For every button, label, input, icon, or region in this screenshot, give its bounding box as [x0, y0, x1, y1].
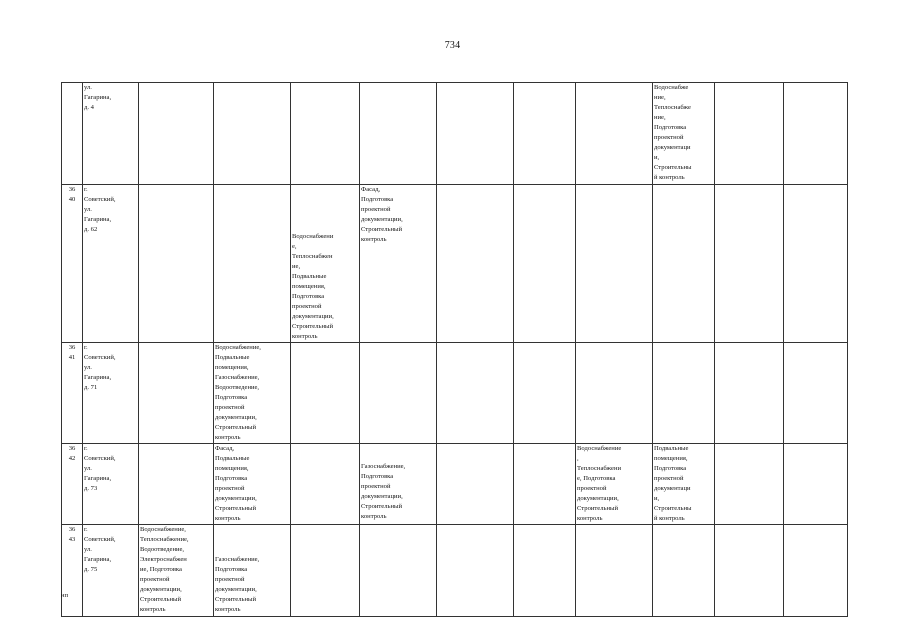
work-cell [139, 185, 214, 343]
work-cell [784, 83, 848, 185]
work-text: Водоснабже ние, Теплоснабже ние, Подготовка проектной документаци и, Строительны й контроль [654, 84, 692, 181]
work-cell [139, 83, 214, 185]
work-text: Газоснабжение, Подготовка проектной документации, Строительный контроль [215, 556, 260, 613]
row-number: 36 40 [68, 186, 76, 203]
address-text: г. Советский, ул. Гагарина, д. 75 [84, 526, 116, 573]
table-row [62, 444, 848, 525]
work-cell [214, 185, 291, 343]
work-cell [514, 525, 576, 617]
work-cell [437, 185, 514, 343]
work-cell [214, 444, 291, 525]
work-cell [139, 444, 214, 525]
work-cell [139, 525, 214, 617]
work-text: Фасад, Подготовка проектной документации, Строительный контроль [361, 186, 403, 243]
address-text: г. Советский, ул. Гагарина, д. 71 [84, 344, 116, 391]
work-cell [514, 444, 576, 525]
work-cell [291, 343, 360, 444]
table-row [62, 185, 848, 343]
table-row [62, 343, 848, 444]
work-text: Водоснабжение, Теплоснабжение, Водоотведение, Электроснабжен ие, Подготовка проектной документации, Строительный контроль [140, 526, 189, 613]
work-cell [139, 343, 214, 444]
work-cell [653, 525, 715, 617]
work-cell [715, 444, 784, 525]
work-cell [437, 83, 514, 185]
work-cell [653, 444, 715, 525]
row-number-cell [62, 83, 83, 185]
work-cell [360, 343, 437, 444]
work-text: Фасад, Подвальные помещения, Подготовка проектной документации, Строительный контроль [215, 445, 257, 522]
work-cell [360, 185, 437, 343]
work-cell [784, 343, 848, 444]
address-text: г. Советский, ул. Гагарина, д. 62 [84, 186, 116, 233]
row-number: 36 42 [68, 445, 76, 462]
work-cell [576, 444, 653, 525]
work-cell [360, 83, 437, 185]
row-number-cell [62, 444, 83, 525]
address-cell [83, 185, 139, 343]
work-cell [437, 525, 514, 617]
work-cell [784, 444, 848, 525]
work-cell [576, 185, 653, 343]
row-number-cell [62, 343, 83, 444]
work-cell [715, 83, 784, 185]
work-cell [291, 83, 360, 185]
row-number: 36 43 [68, 526, 76, 543]
work-text: Водоснабжени е, Теплоснабжен ие, Подвальные помещения, Подготовка проектной документации, Строительный контроль [292, 233, 334, 340]
work-cell [514, 83, 576, 185]
work-cell [784, 185, 848, 343]
address-cell [83, 343, 139, 444]
work-cell [360, 525, 437, 617]
row-number-cell [62, 185, 83, 343]
work-cell [291, 525, 360, 617]
work-cell [437, 444, 514, 525]
work-cell [214, 525, 291, 617]
work-cell [576, 343, 653, 444]
work-schedule-table [61, 82, 848, 617]
work-cell [653, 185, 715, 343]
address-cell [83, 83, 139, 185]
address-cell [83, 444, 139, 525]
work-cell [437, 343, 514, 444]
address-text: ул. Гагарина, д. 4 [84, 84, 112, 111]
work-cell [784, 525, 848, 617]
footer-mark: нп [61, 592, 69, 599]
row-number-cell [62, 525, 83, 617]
work-cell [291, 185, 360, 343]
work-cell [214, 343, 291, 444]
work-cell [576, 83, 653, 185]
work-cell [514, 343, 576, 444]
work-text: Водоснабжение , Теплоснабжени е, Подготовка проектной документации, Строительный контроль [577, 445, 622, 522]
work-text: Подвальные помещения, Подготовка проектной документаци и, Строительны й контроль [654, 445, 692, 522]
address-text: г. Советский, ул. Гагарина, д. 73 [84, 445, 116, 492]
address-cell [83, 525, 139, 617]
work-cell [514, 185, 576, 343]
work-cell [715, 343, 784, 444]
work-cell [214, 83, 291, 185]
page-number: 734 [444, 40, 461, 51]
row-number: 36 41 [68, 344, 76, 361]
work-cell [576, 525, 653, 617]
table-row [62, 525, 848, 617]
work-text: Водоснабжение, Подвальные помещения, Газоснабжение, Водоотведение, Подготовка проектной документации, Строительный контроль [215, 344, 261, 441]
work-cell [653, 83, 715, 185]
work-cell [653, 343, 715, 444]
work-cell [715, 525, 784, 617]
work-cell [360, 444, 437, 525]
work-cell [291, 444, 360, 525]
work-cell [715, 185, 784, 343]
work-text: Газоснабжение, Подготовка проектной документации, Строительный контроль [361, 463, 406, 520]
table-row [62, 83, 848, 185]
